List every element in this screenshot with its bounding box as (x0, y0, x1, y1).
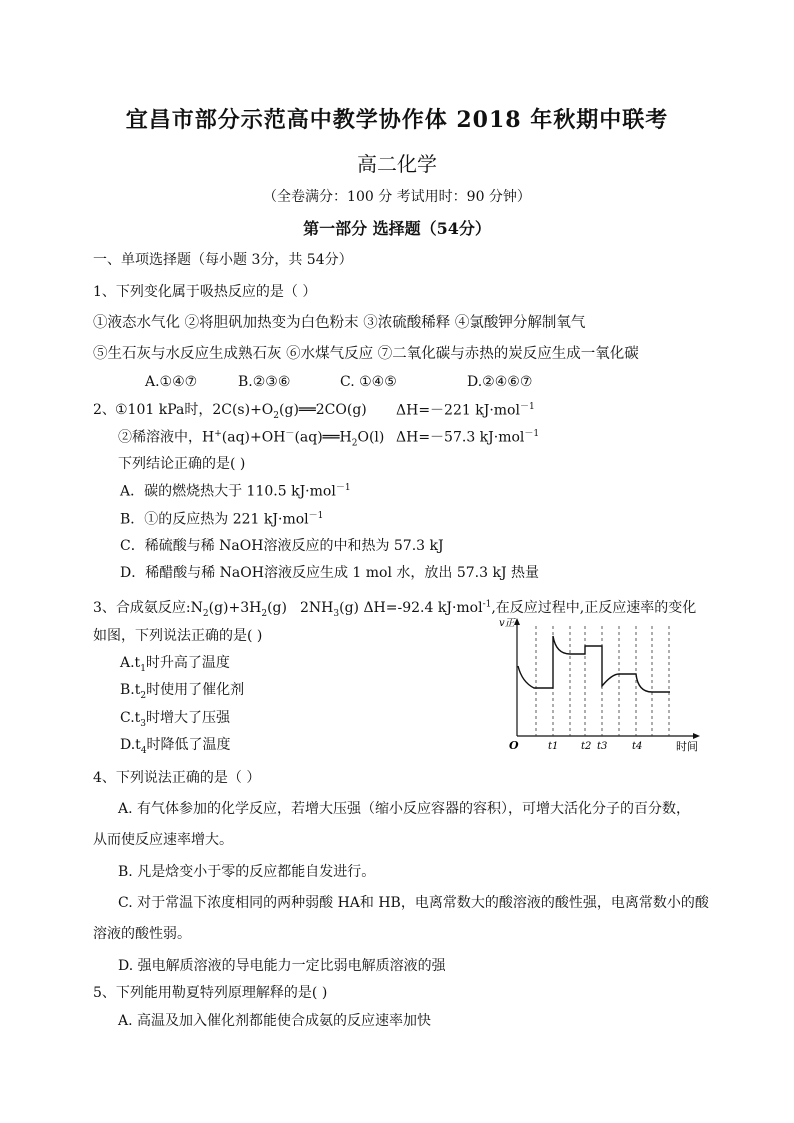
q3-option-d: $D.t_4$时降低了温度 (120, 737, 231, 756)
q1-items-line2: ⑤生石灰与水反应生成熟石灰 ⑥水煤气反应 ⑦二氧化碳与赤热的炭反应生成一氧化碳 (93, 346, 639, 362)
part-title: 第一部分 选择题（54分） (303, 219, 491, 238)
q2-option-d: D．稀醋酸与稀 NaOH溶液反应生成 1 mol 水，放出 57.3 kJ 热量 (120, 565, 540, 581)
q1-stem: 1、下列变化属于吸热反应的是（ ） (93, 284, 317, 300)
q1-option-a: A.①④⑦ (145, 374, 198, 390)
q1-option-b: B.②③⑥ (238, 374, 291, 390)
tick-label-t3: t3 (597, 741, 608, 752)
y-axis-arrow (514, 618, 520, 625)
q4-option-a-line2: 从而使反应速率增大。 (93, 832, 233, 848)
q2-option-a: A．碳的燃烧热大于 110.5 kJ·mol$^{-1}$ (120, 483, 351, 500)
q3-option-c: $C.t_3$时增大了压强 (120, 710, 231, 729)
origin-label: O (509, 739, 519, 752)
q4-option-a-line1: A. 有气体参加的化学反应，若增大压强（缩小反应容器的容积），可增大活化分子的百分数， (118, 801, 691, 817)
q3-stem-line2: 如图，下列说法正确的是( ) (93, 628, 263, 644)
tick-label-t1: t1 (548, 741, 559, 752)
q2-option-c: C．稀硫酸与稀 NaOH溶液反应的中和热为 57.3 kJ (120, 538, 444, 554)
tick-label-t4: t4 (632, 741, 643, 752)
q2-number: 2、 (93, 402, 116, 418)
q2-equation2: ②稀溶液中，$H^+(aq)+OH^-(aq)══H_2O(l)$ (118, 429, 385, 449)
rate-curve (518, 636, 670, 692)
rate-time-chart (496, 614, 706, 756)
q3-stem-line1: 3、合成氨反应$:N_2(g)+3H_2(g)$ (93, 600, 287, 619)
q2-delta-h1: ΔH=－221 kJ·mol$^{-1}$ (396, 402, 535, 419)
q3-option-a: $A.t_1$时升高了温度 (120, 655, 230, 674)
q1-option-d: D.②④⑥⑦ (467, 374, 533, 390)
q5-stem: 5、下列能用勒夏特列原理解释的是( ) (93, 985, 328, 1001)
q2-ask: 下列结论正确的是( ) (118, 456, 246, 472)
exam-info: （全卷满分：100 分 考试用时：90 分钟） (263, 189, 531, 205)
q2-delta-h2: ΔH=－57.3 kJ·mol$^{-1}$ (396, 429, 540, 446)
q4-option-c-line2: 溶液的酸性弱。 (93, 926, 191, 942)
q2-equation1: ①101 kPa时，$2C(s)+O_2(g)══2CO(g)$ (115, 402, 367, 421)
section-heading: 一、单项选择题（每小题 3分，共 54分） (93, 252, 353, 268)
y-axis-label: v正 (499, 618, 515, 629)
x-axis-arrow (693, 733, 700, 739)
q3-option-b: $B.t_2$时使用了催化剂 (120, 682, 245, 701)
q1-items-line1: ①液态水气化 ②将胆矾加热变为白色粉末 ③浓硫酸稀释 ④氯酸钾分解制氧气 (93, 315, 586, 331)
tick-label-t2: t2 (581, 741, 592, 752)
q2-eq2-label: ②稀溶液中， (118, 429, 202, 446)
q3-stem-line1-rest: $2NH_3(g)$ ΔH=-92.4 kJ·mol$^{-1}$,在反应过程中,正反应速率的变化 (300, 599, 697, 619)
q2-eq1-label: ①101 kPa时， (115, 402, 213, 418)
subject-title: 高二化学 (357, 152, 437, 176)
q4-option-b: B. 凡是焓变小于零的反应都能自发进行。 (118, 864, 376, 880)
q4-stem: 4、下列说法正确的是（ ） (93, 770, 261, 786)
q1-option-c: C. ①④⑤ (340, 374, 397, 390)
x-axis-label: 时间 (676, 740, 698, 753)
q5-option-a: A. 高温及加入催化剂都能使合成氨的反应速率加快 (118, 1013, 432, 1029)
q4-option-c-line1: C. 对于常温下浓度相同的两种弱酸 HA和 HB，电离常数大的酸溶液的酸性强，电离常数小的酸 (118, 895, 709, 911)
exam-title: 宜昌市部分示范高中教学协作体 2018 年秋期中联考 (125, 107, 669, 133)
q4-option-d: D. 强电解质溶液的导电能力一定比弱电解质溶液的强 (118, 958, 446, 974)
q2-option-b: B．①的反应热为 221 kJ·mol$^{-1}$ (120, 511, 324, 528)
